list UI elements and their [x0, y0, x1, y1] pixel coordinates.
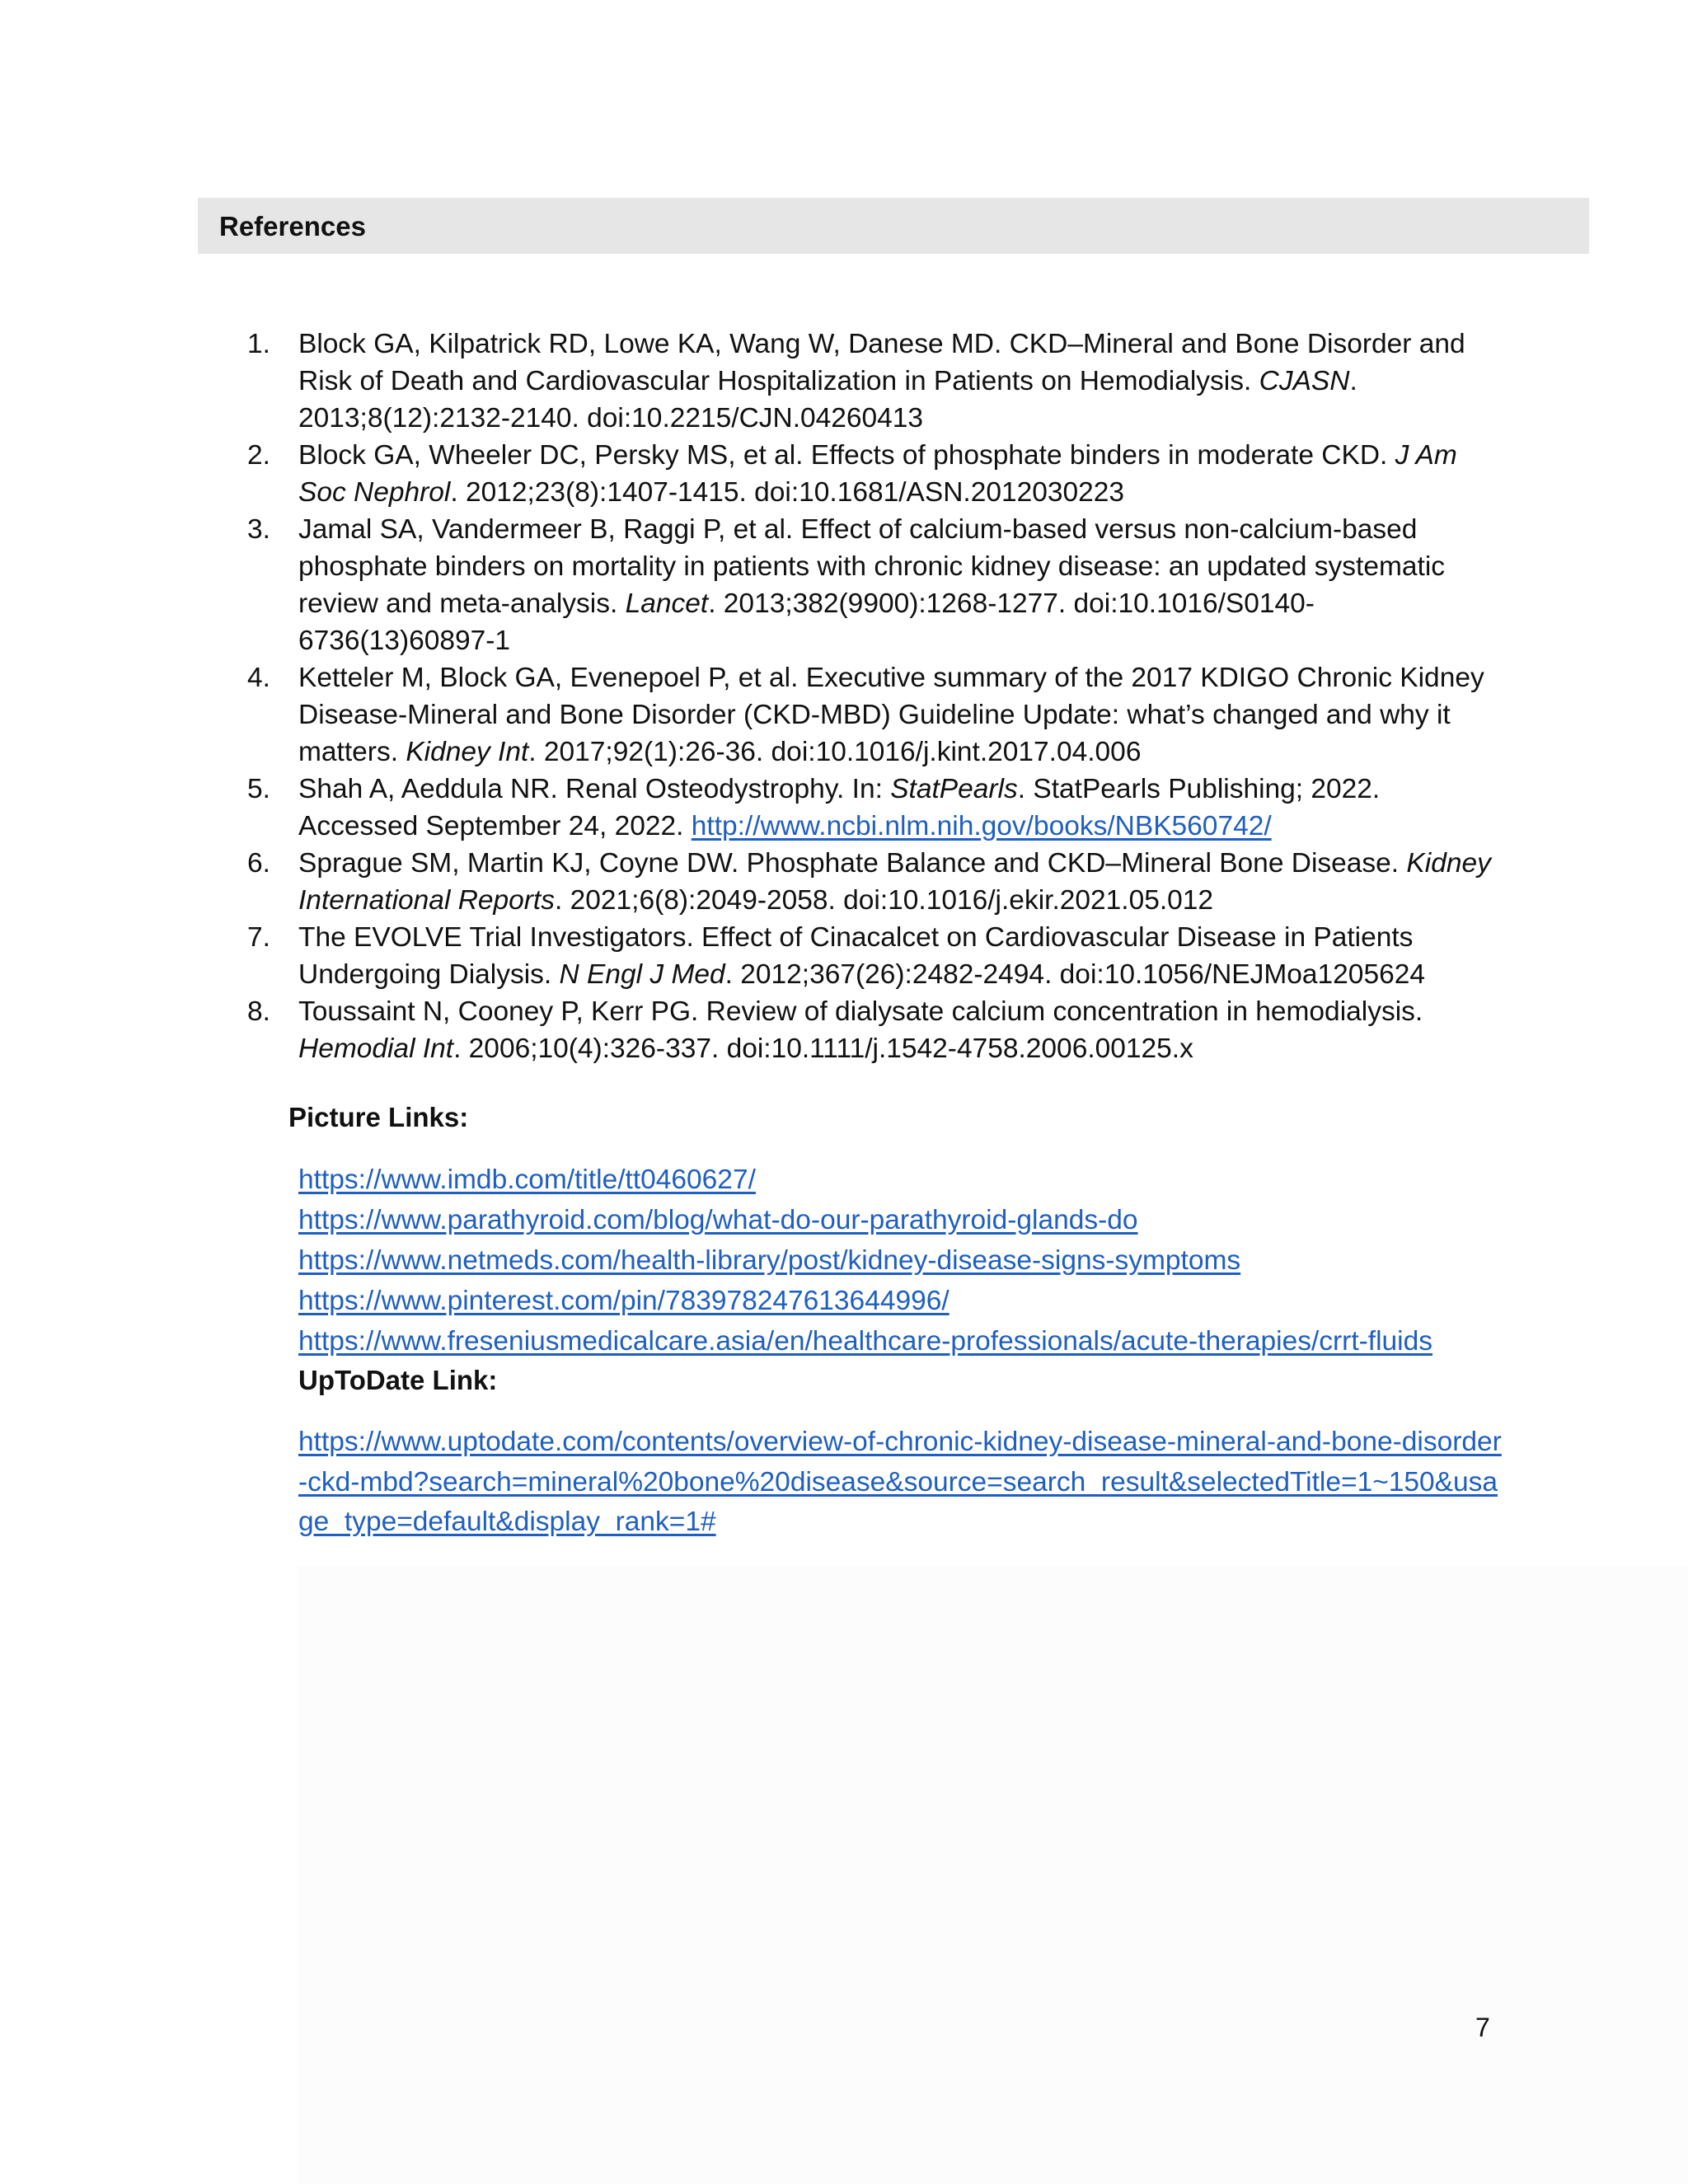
reference-item: [247, 326, 1500, 437]
reference-list: [247, 326, 1500, 1067]
picture-link[interactable]: https://www.parathyroid.com/blog/what-do-our-parathyroid-glands-do: [298, 1205, 1138, 1235]
uptodate-heading: UpToDate Link:: [298, 1365, 498, 1395]
reference-text: Ketteler M, Block GA, Evenepoel P, et al. Executive summary of the 2017 KDIGO Chronic Kidney Disease-Mineral and Bone Disorder (CKD-MBD) Guideline Update: what’s changed and why it matters.: [298, 663, 1484, 767]
reference-citation: . 2017;92(1):26-36. doi:10.1016/j.kint.2017.04.006: [528, 737, 1142, 767]
reference-number: 6.: [247, 848, 270, 879]
reference-text: The EVOLVE Trial Investigators. Effect of Cinacalcet on Cardiovascular Disease in Patients Undergoing Dialysis.: [298, 922, 1414, 990]
uptodate-link[interactable]: https://www.uptodate.com/contents/overview-of-chronic-kidney-disease-mineral-and-bone-disorder-ckd-mbd?search=mineral%20bone%20disease&source=search_result&selectedTitle=1~150&usage_type=default&display_rank=1#: [298, 1427, 1502, 1537]
reference-item: [247, 919, 1500, 993]
reference-citation: . StatPearls Publishing; 2022. Accessed September 24, 2022.: [298, 774, 1381, 841]
reference-citation: . 2013;8(12):2132-2140. doi:10.2215/CJN.04260413: [298, 366, 1357, 434]
reference-item: [247, 659, 1500, 771]
reference-journal: Kidney International Reports: [298, 848, 1491, 916]
reference-number: 2.: [247, 440, 270, 471]
reference-number: 8.: [247, 996, 270, 1027]
reference-text: Toussaint N, Cooney P, Kerr PG. Review of dialysate calcium concentration in hemodialysis.: [298, 996, 1423, 1027]
section-title: References: [219, 211, 366, 241]
picture-link[interactable]: https://www.netmeds.com/health-library/post/kidney-disease-signs-symptoms: [298, 1245, 1241, 1276]
reference-item: [247, 845, 1500, 919]
reference-citation: . 2021;6(8):2049-2058. doi:10.1016/j.ekir.2021.05.012: [555, 885, 1214, 916]
reference-citation: . 2006;10(4):326-337. doi:10.1111/j.1542-4758.2006.00125.x: [453, 1033, 1193, 1064]
reference-number: 4.: [247, 663, 270, 693]
picture-links-list: [298, 1160, 1502, 1361]
reference-number: 5.: [247, 774, 270, 804]
reference-journal: Kidney Int: [406, 737, 529, 767]
picture-link[interactable]: https://www.imdb.com/title/tt0460627/: [298, 1165, 756, 1195]
picture-links-heading: Picture Links:: [288, 1102, 469, 1132]
reference-text: Block GA, Kilpatrick RD, Lowe KA, Wang W, Danese MD. CKD–Mineral and Bone Disorder and Risk of Death and Cardiovascular Hospitalization in Patients on Hemodialysis.: [298, 329, 1465, 396]
page-number: 7: [1475, 2013, 1490, 2042]
picture-link[interactable]: https://www.pinterest.com/pin/783978247613644996/: [298, 1286, 950, 1316]
reference-item: [247, 437, 1500, 511]
reference-citation: . 2012;367(26):2482-2494. doi:10.1056/NEJMoa1205624: [724, 959, 1425, 990]
reference-journal: StatPearls: [890, 774, 1018, 804]
reference-journal: J Am Soc Nephrol: [298, 440, 1457, 508]
reference-text: Shah A, Aeddula NR. Renal Osteodystrophy. In:: [298, 774, 891, 804]
reference-text: Sprague SM, Martin KJ, Coyne DW. Phosphate Balance and CKD–Mineral Bone Disease.: [298, 848, 1407, 879]
reference-journal: CJASN: [1259, 366, 1350, 396]
reference-journal: N Engl J Med: [559, 959, 725, 990]
reference-citation: . 2012;23(8):1407-1415. doi:10.1681/ASN.2012030223: [450, 477, 1125, 508]
reference-number: 7.: [247, 922, 270, 953]
picture-link[interactable]: https://www.freseniusmedicalcare.asia/en/healthcare-professionals/acute-therapies/crrt-fluids: [298, 1326, 1433, 1357]
references-section-bar: [198, 198, 1589, 254]
reference-number: 3.: [247, 514, 270, 545]
reference-text: Jamal SA, Vandermeer B, Raggi P, et al. Effect of calcium-based versus non-calcium-based phosphate binders on mortality in patients with chronic kidney disease: an updated systematic review and meta-analysis.: [298, 514, 1446, 619]
reference-number: 1.: [247, 329, 270, 359]
page-background-tint: [297, 1566, 1688, 2184]
reference-link[interactable]: http://www.ncbi.nlm.nih.gov/books/NBK560742/: [691, 811, 1272, 841]
reference-journal: Hemodial Int: [298, 1033, 454, 1064]
reference-citation: . 2013;382(9900):1268-1277. doi:10.1016/S0140-6736(13)60897-1: [298, 588, 1315, 656]
reference-text: Block GA, Wheeler DC, Persky MS, et al. Effects of phosphate binders in moderate CKD.: [298, 440, 1395, 471]
reference-item: [247, 993, 1500, 1067]
reference-item: [247, 511, 1500, 659]
uptodate-link-block: [298, 1422, 1502, 1543]
reference-journal: Lancet: [625, 588, 709, 619]
reference-item: [247, 771, 1500, 845]
